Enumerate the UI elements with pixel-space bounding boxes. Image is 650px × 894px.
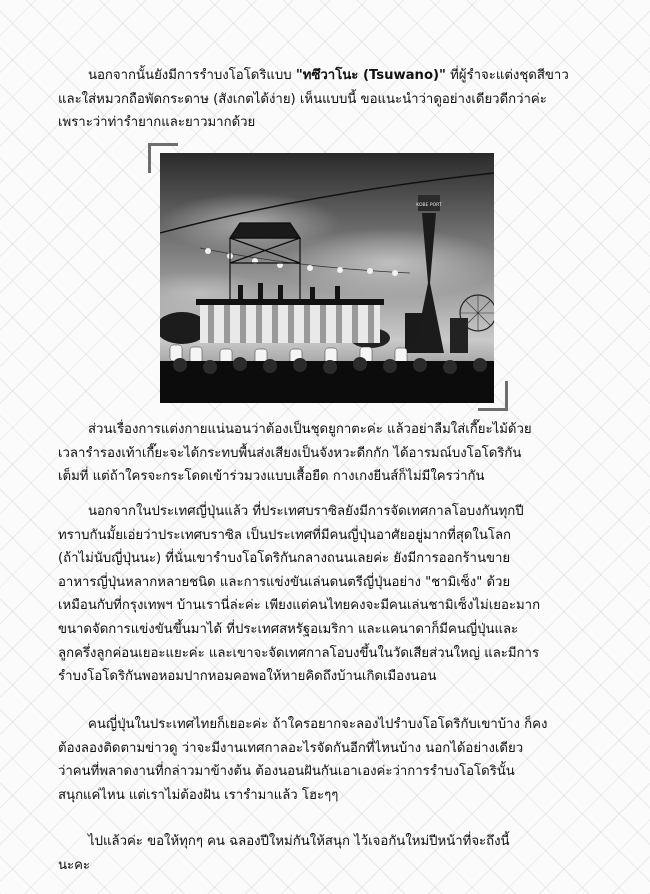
bon-odori-festival-image	[160, 153, 494, 403]
paragraph-line: อาหารญี่ปุ่นหลากหลายชนิด และการแข่งขันเล่นดนตรีญี่ปุ่นอย่าง "ชามิเซ็ง" ด้วย	[58, 574, 511, 590]
paragraph-closing	[58, 830, 604, 877]
paragraph-line: รำบงโอโดริกันพอหอมปากหอมคอพอให้หายคิดถึงบ้านเกิดเมืองนอน	[58, 669, 437, 685]
paragraph-line: เวลารำรองเท้าเกี๊ยะจะได้กระทบพื้นส่งเสียงเป็นจังหวะดีกกัก ได้อารมณ์บงโอโดริกัน	[58, 445, 522, 461]
paragraph-thailand	[58, 713, 604, 807]
paragraph-line: ไปแล้วค่ะ ขอให้ทุกๆ คน ฉลองปีใหม่กันให้สนุก ไว้เจอกันใหม่ปีหน้าที่จะถึงนี้	[88, 834, 510, 849]
paragraph-line: เหมือนกับที่กรุงเทพฯ บ้านเรานี่ล่ะค่ะ เพียงแต่คนไทยคงจะมีคนเล่นชามิเซ็งไม่เยอะมาก	[58, 598, 541, 614]
paragraph-tsuwano	[58, 64, 604, 135]
paragraph-line: คนญี่ปุ่นในประเทศไทยก็เยอะค่ะ ถ้าใครอยากจะลองไปรำบงโอโดริกับเขาบ้าง ก็คง	[88, 717, 548, 732]
paragraph-line: ส่วนเรื่องการแต่งกายแน่นอนว่าต้องเป็นชุดยูกาตะค่ะ แล้วอย่าลืมใส่เกี๊ยะไม้ด้วย	[88, 422, 532, 437]
paragraph-line: ทราบกันมั้ยเอ่ยว่าประเทศบราซิล เป็นประเทศที่มีคนญี่ปุ่นอาศัยอยู่มากที่สุดในโลก	[58, 527, 512, 543]
paragraph-line: สนุกแค่ไหน แต่เราไม่ต้องฝัน เรารำมาแล้ว โฮะๆๆ	[58, 787, 339, 803]
festival-photo	[148, 143, 508, 411]
paragraph-line: เต็มที่ แต่ถ้าใครจะกระโดดเข้าร่วมวงแบบเสื้อยืด กางเกงยีนส์ก็ไม่มีใครว่ากัน	[58, 469, 485, 485]
paragraph-line: ลูกครึ่งลูกค่อนเยอะแยะค่ะ และเขาจะจัดเทศกาลโอบงขึ้นในวัดเสียส่วนใหญ่ และมีการ	[58, 645, 540, 661]
paragraph-line	[58, 64, 604, 88]
text-run: นอกจากนั้นยังมีการรำบงโอโดริแบบ	[88, 68, 296, 83]
paragraph-line: นอกจากในประเทศญี่ปุ่นแล้ว ที่ประเทศบราซิลยังมีการจัดเทศกาลโอบงกันทุกปี	[88, 504, 524, 519]
tower-sign-text: KOBE PORT	[416, 203, 442, 208]
tsuwano-term: "ทซึวาโนะ (Tsuwano)"	[295, 68, 446, 83]
paragraph-line: ว่าคนที่พลาดงานที่กล่าวมาข้างต้น ต้องนอนฝันกันเอาเองค่ะว่าการรำบงโอโดรินั้น	[58, 764, 515, 780]
paragraph-line: เพราะว่าท่ารำยากและยาวมากด้วย	[58, 115, 256, 131]
paragraph-line: (ถ้าไม่นับญี่ปุ่นนะ) ที่นั่นเขารำบงโอโดริกันกลางถนนเลยค่ะ ยังมีการออกร้านขาย	[58, 551, 511, 567]
paragraph-line: นะคะ	[58, 857, 91, 873]
text-run: ที่ผู้รำจะแต่งชุดสีขาว	[445, 68, 569, 83]
paragraph-brazil	[58, 500, 604, 689]
paragraph-costume	[58, 418, 604, 489]
paragraph-line: ต้องลองติดตามข่าวดู ว่าจะมีงานเทศกาลอะไรจัดกันอีกที่ไหนบ้าง นอกได้อย่างเดียว	[58, 740, 524, 756]
paragraph-line: ขนาดจัดการแข่งขันขึ้นมาได้ ที่ประเทศสหรัฐอเมริกา และแคนาดาก็มีคนญี่ปุ่นและ	[58, 621, 519, 637]
paragraph-line: และใส่หมวกถือพัดกระดาษ (สังเกตได้ง่าย) เห็นแบบนี้ ขอแนะนำว่าดูอย่างเดียวดีกว่าค่ะ	[58, 91, 547, 107]
